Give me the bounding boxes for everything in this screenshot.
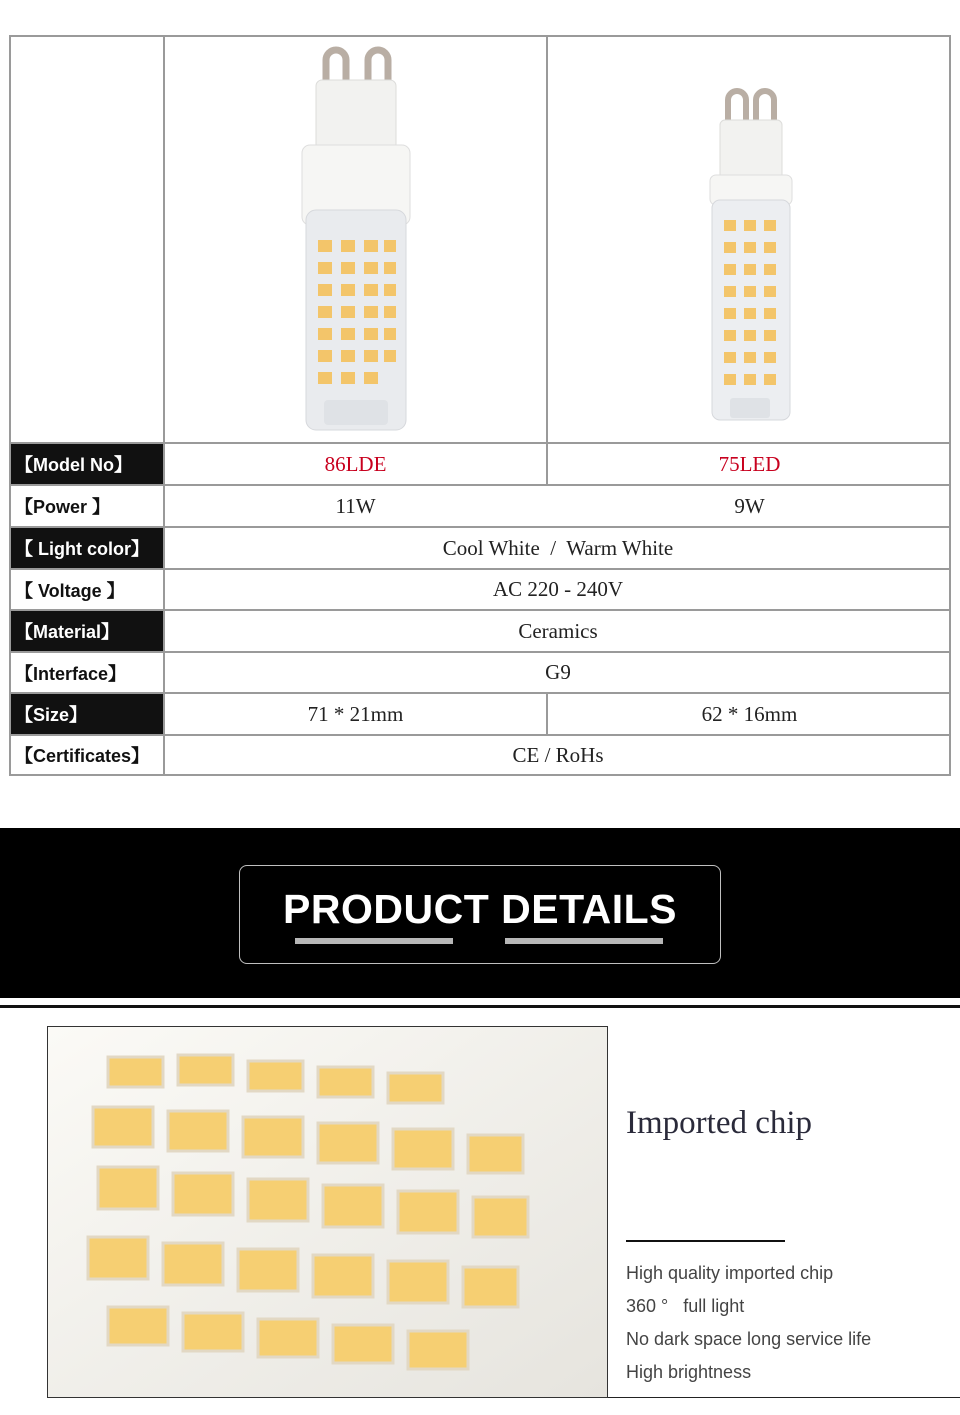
feature-item: No dark space long service life (626, 1329, 872, 1349)
row-label-light-color: 【 Light color】 (11, 528, 163, 568)
spec-table (9, 35, 951, 776)
row-label-certificates: 【Certificates】 (11, 736, 163, 774)
banner-title-box (239, 865, 721, 964)
certificates-value: CE / RoHs (512, 742, 604, 767)
row-label-size: 【Size】 (11, 694, 163, 734)
product-image-86led (165, 37, 546, 442)
power-75: 9W (734, 493, 765, 518)
row-label-material: 【Material】 (11, 611, 163, 651)
row-label-voltage: 【 Voltage 】 (11, 570, 163, 609)
detail-heading: Imported chip (626, 1105, 813, 1141)
product-image-75led (548, 37, 951, 442)
banner-divider (0, 1005, 960, 1008)
row-label-model-no: 【Model No】 (11, 444, 163, 484)
material-value: Ceramics (518, 618, 598, 643)
banner-title: PRODUCT DETAILS (283, 886, 677, 932)
banner-underline-left (295, 938, 453, 944)
banner-underline-right (505, 938, 663, 944)
model-no-86: 86LDE (324, 451, 387, 476)
feature-item: High brightness (626, 1362, 752, 1382)
voltage-value: AC 220 - 240V (492, 577, 624, 601)
feature-item: 360 ° full light (626, 1296, 745, 1316)
size-75: 62 * 16mm (701, 701, 798, 726)
power-86: 11W (335, 493, 376, 518)
product-details-banner (0, 828, 960, 998)
light-color-value: Cool White / Warm White (442, 535, 674, 560)
detail-bottom-rule (608, 1397, 960, 1398)
detail-heading-rule (626, 1240, 785, 1242)
row-label-power: 【Power 】 (11, 486, 163, 526)
chip-closeup-image (47, 1026, 608, 1398)
model-no-75: 75LED (718, 451, 781, 476)
size-86: 71 * 21mm (307, 701, 404, 726)
feature-item: High quality imported chip (626, 1263, 834, 1283)
row-label-interface: 【Interface】 (11, 653, 163, 692)
interface-value: G9 (545, 660, 571, 684)
